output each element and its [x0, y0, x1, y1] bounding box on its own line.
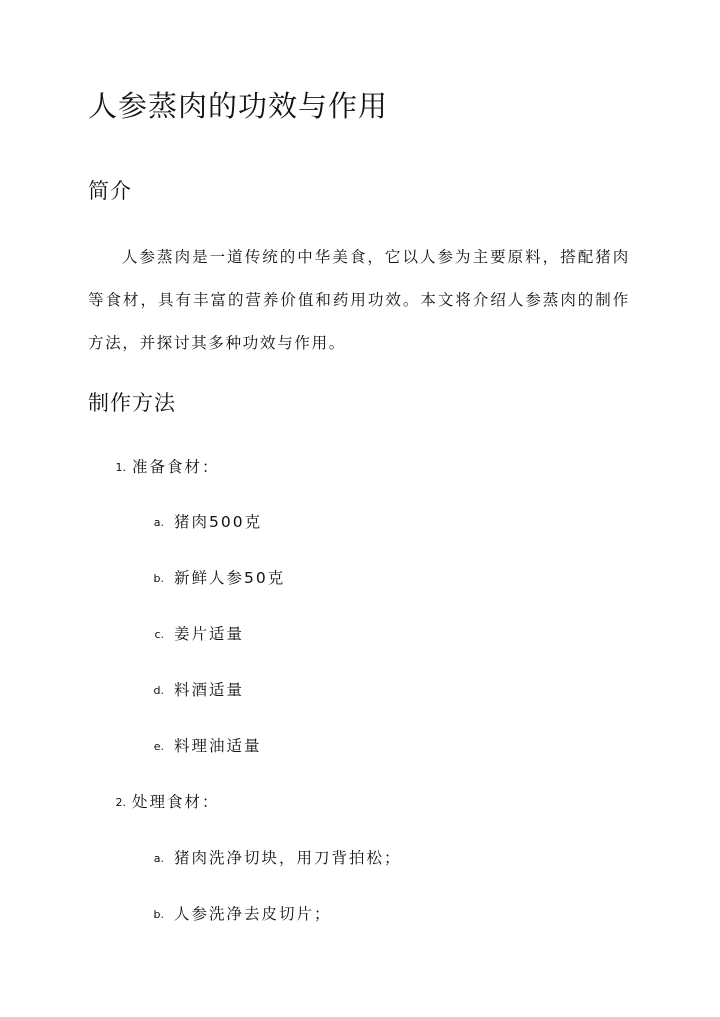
list-item-process	[140, 903, 332, 926]
list-item-ingredient	[140, 679, 244, 702]
step-number: 1.	[115, 461, 126, 474]
item-text: 料理油适量	[174, 737, 262, 755]
item-marker: a.	[153, 516, 164, 529]
step-label: 处理食材：	[132, 793, 220, 811]
item-marker: a.	[153, 852, 164, 865]
intro-paragraph: 人参蒸肉是一道传统的中华美食，它以人参为主要原料，搭配猪肉等食材，具有丰富的营养价值和药用功效。本文将介绍人参蒸肉的制作方法，并探讨其多种功效与作用。	[88, 248, 630, 352]
item-text: 猪肉500克	[174, 513, 263, 531]
item-text: 人参洗净去皮切片；	[174, 905, 332, 923]
list-item-step-1	[88, 456, 220, 479]
item-marker: c.	[154, 628, 164, 641]
method-heading: 制作方法	[88, 391, 176, 415]
item-marker: b.	[153, 572, 164, 585]
document-title: 人参蒸肉的功效与作用	[88, 89, 389, 123]
list-item-ingredient	[140, 511, 262, 534]
intro-heading: 简介	[88, 179, 132, 203]
item-marker: b.	[153, 908, 164, 921]
item-text: 新鲜人参50克	[174, 569, 286, 587]
step-label: 准备食材：	[132, 458, 220, 476]
item-text: 料酒适量	[174, 681, 245, 699]
item-text: 猪肉洗净切块，用刀背拍松；	[174, 849, 402, 867]
step-number: 2.	[115, 796, 126, 809]
list-item-ingredient	[140, 735, 262, 758]
list-item-ingredient	[140, 623, 244, 646]
item-marker: e.	[153, 740, 164, 753]
list-item-process	[140, 847, 402, 870]
list-item-ingredient	[140, 567, 285, 590]
item-text: 姜片适量	[174, 625, 245, 643]
item-marker: d.	[153, 684, 164, 697]
list-item-step-2	[88, 791, 220, 814]
